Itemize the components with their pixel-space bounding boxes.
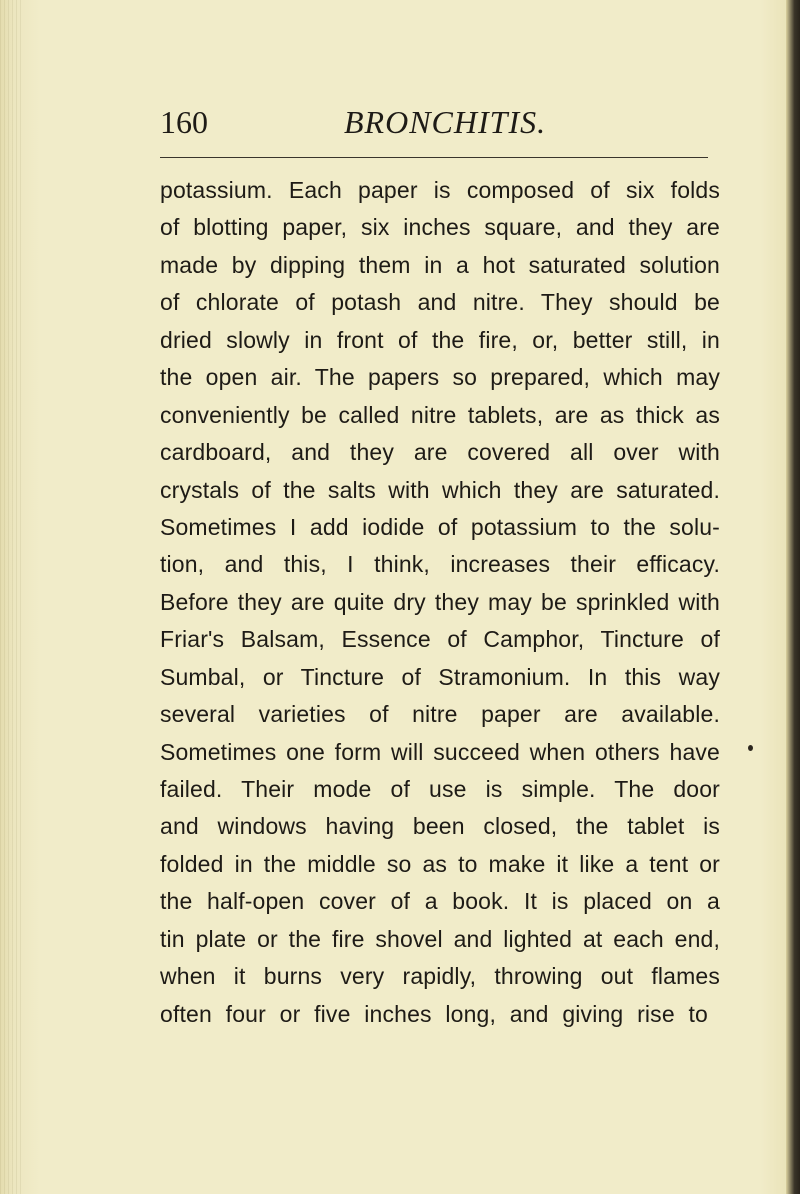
text-line: the half-open cover of a book. It is placed on a: [160, 888, 720, 915]
text-line: potassium. Each paper is composed of six folds: [160, 177, 720, 203]
text-line: tin plate or the fire shovel and lighted at each end,: [160, 925, 720, 952]
page-shadow-edge: [786, 0, 800, 1194]
text-line: when it burns very rapidly, throwing out flames: [160, 963, 720, 990]
text-line: cardboard, and they are covered all over with: [160, 439, 720, 466]
text-line: Sometimes one form will succeed when others have: [160, 738, 720, 765]
text-line: Friar's Balsam, Essence of Camphor, Tincture of: [160, 626, 720, 653]
page-number: 160: [160, 104, 208, 140]
text-line: Before they are quite dry they may be sprinkled with: [160, 588, 720, 615]
text-line: failed. Their mode of use is simple. The door: [160, 776, 720, 802]
text-line: Sometimes I add iodide of potassium to the solu-: [160, 513, 720, 540]
text-line: crystals of the salts with which they are saturated.: [160, 476, 720, 503]
chapter-title: BRONCHITIS.: [344, 104, 547, 140]
text-line: of blotting paper, six inches square, and they are: [160, 214, 720, 241]
page-binding-edge: [0, 0, 22, 1194]
text-line: conveniently be called nitre tablets, are as thick as: [160, 401, 720, 428]
text-line: and windows having been closed, the tablet is: [160, 813, 720, 840]
text-line: made by dipping them in a hot saturated solution: [160, 251, 720, 278]
text-line: Sumbal, or Tincture of Stramonium. In this way: [160, 663, 720, 690]
text-line: dried slowly in front of the fire, or, better still, in: [160, 326, 720, 353]
body-paragraph: [160, 172, 720, 1033]
text-line: often four or five inches long, and giving rise to: [160, 1000, 708, 1027]
text-line: the open air. The papers so prepared, which may: [160, 364, 720, 391]
text-line: of chlorate of potash and nitre. They should be: [160, 289, 720, 316]
ink-speck: [748, 745, 753, 751]
text-line: several varieties of nitre paper are available.: [160, 701, 720, 728]
header-rule: [160, 157, 708, 158]
text-line: tion, and this, I think, increases their efficacy.: [160, 551, 720, 578]
running-head: [160, 104, 720, 148]
text-line: folded in the middle so as to make it like a tent or: [160, 850, 720, 877]
